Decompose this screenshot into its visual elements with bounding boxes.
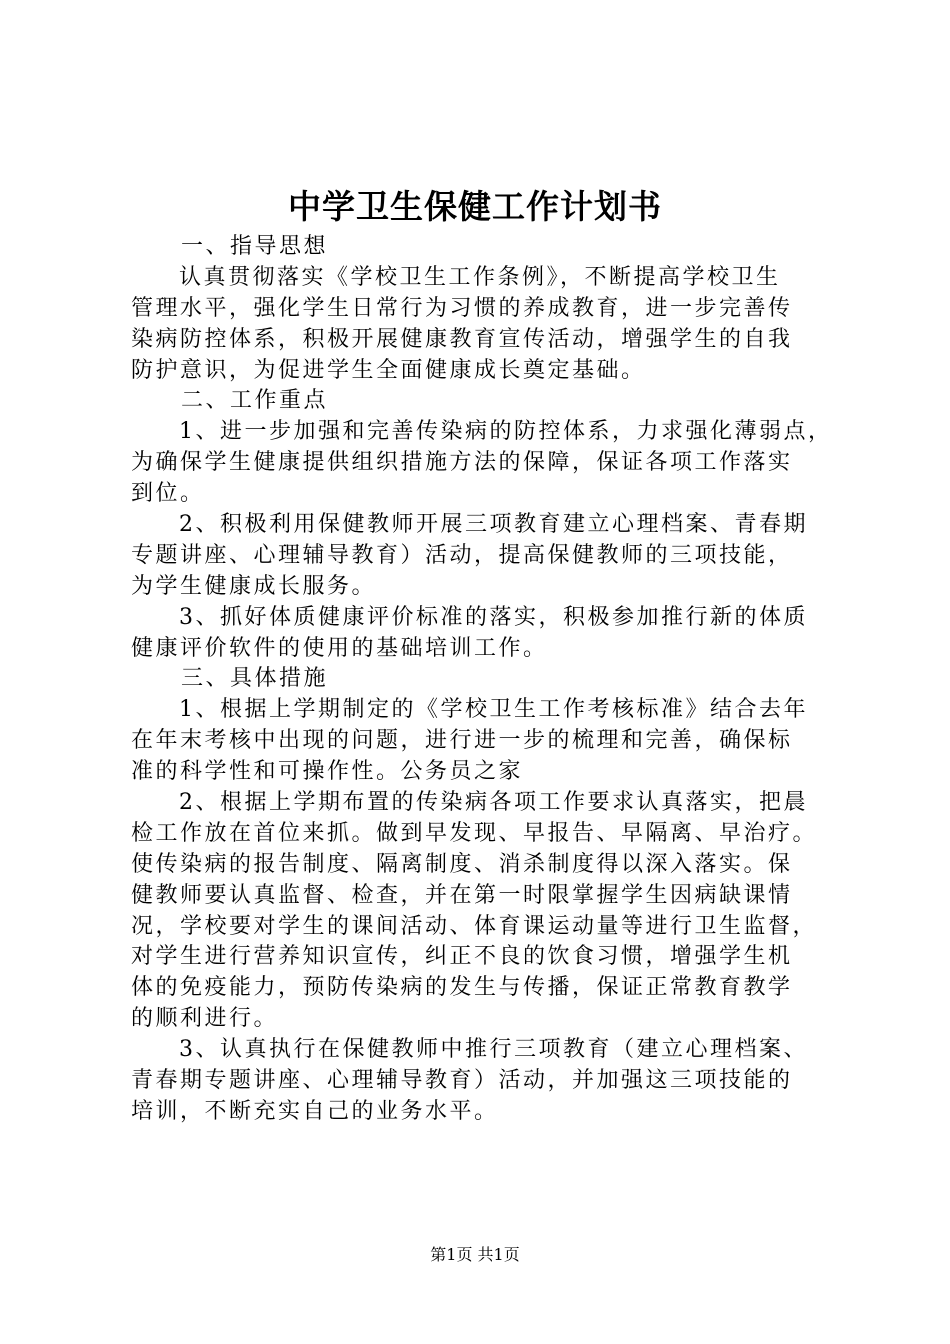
paragraph-line: 的顺利进行。 xyxy=(131,1006,279,1032)
paragraph-line: 对学生进行营养知识宣传，纠正不良的饮食习惯，增强学生机 xyxy=(131,944,793,970)
section-heading: 三、具体措施 xyxy=(181,666,329,692)
paragraph-line: 认真贯彻落实《学校卫生工作条例》，不断提高学校卫生 xyxy=(179,264,781,290)
paragraph-line: 准的科学性和可操作性。公务员之家 xyxy=(131,759,524,785)
paragraph-line: 况，学校要对学生的课间活动、体育课运动量等进行卫生监督， xyxy=(131,913,818,939)
section-heading: 二、工作重点 xyxy=(181,388,329,414)
paragraph-line: 健康评价软件的使用的基础培训工作。 xyxy=(131,635,548,661)
paragraph-line: 在年末考核中出现的问题，进行进一步的梳理和完善，确保标 xyxy=(131,728,793,754)
paragraph-line: 为学生健康成长服务。 xyxy=(131,573,377,599)
section-heading: 一、指导思想 xyxy=(181,234,329,259)
paragraph-line: 培训，不断充实自己的业务水平。 xyxy=(131,1098,499,1124)
paragraph-line: 体的免疫能力，预防传染病的发生与传播，保证正常教育教学 xyxy=(131,975,793,1001)
paragraph-line: 青春期专题讲座、心理辅导教育）活动，并加强这三项技能的 xyxy=(131,1068,793,1094)
paragraph-line: 检工作放在首位来抓。做到早发现、早报告、早隔离、早治疗。 xyxy=(131,820,818,846)
paragraph-line: 2、积极利用保健教师开展三项教育建立心理档案、青春期 xyxy=(179,512,808,538)
paragraph-line: 为确保学生健康提供组织措施方法的保障，保证各项工作落实 xyxy=(131,450,793,476)
paragraph-line: 管理水平，强化学生日常行为习惯的养成教育，进一步完善传 xyxy=(131,295,793,321)
paragraph-line: 1、根据上学期制定的《学校卫生工作考核标准》结合去年 xyxy=(179,697,808,723)
document-title: 中学卫生保健工作计划书 xyxy=(288,187,662,226)
paragraph-line: 健教师要认真监督、检查，并在第一时限掌握学生因病缺课情 xyxy=(131,882,793,908)
paragraph-line: 3、认真执行在保健教师中推行三项教育（建立心理档案、 xyxy=(179,1037,808,1063)
paragraph-line: 3、抓好体质健康评价标准的落实，积极参加推行新的体质 xyxy=(179,604,808,630)
document-body xyxy=(131,232,831,1128)
paragraph-line: 防护意识，为促进学生全面健康成长奠定基础。 xyxy=(131,357,646,383)
paragraph-line: 到位。 xyxy=(131,481,205,507)
paragraph-line: 1、进一步加强和完善传染病的防控体系，力求强化薄弱点， xyxy=(179,419,833,445)
page-footer: 第1页 共1页 xyxy=(430,1245,520,1264)
paragraph-line: 2、根据上学期布置的传染病各项工作要求认真落实，把晨 xyxy=(179,790,808,816)
paragraph-line: 专题讲座、心理辅导教育）活动，提高保健教师的三项技能， xyxy=(131,542,793,568)
paragraph-line: 使传染病的报告制度、隔离制度、消杀制度得以深入落实。保 xyxy=(131,851,793,877)
paragraph-line: 染病防控体系，积极开展健康教育宣传活动，增强学生的自我 xyxy=(131,326,793,352)
